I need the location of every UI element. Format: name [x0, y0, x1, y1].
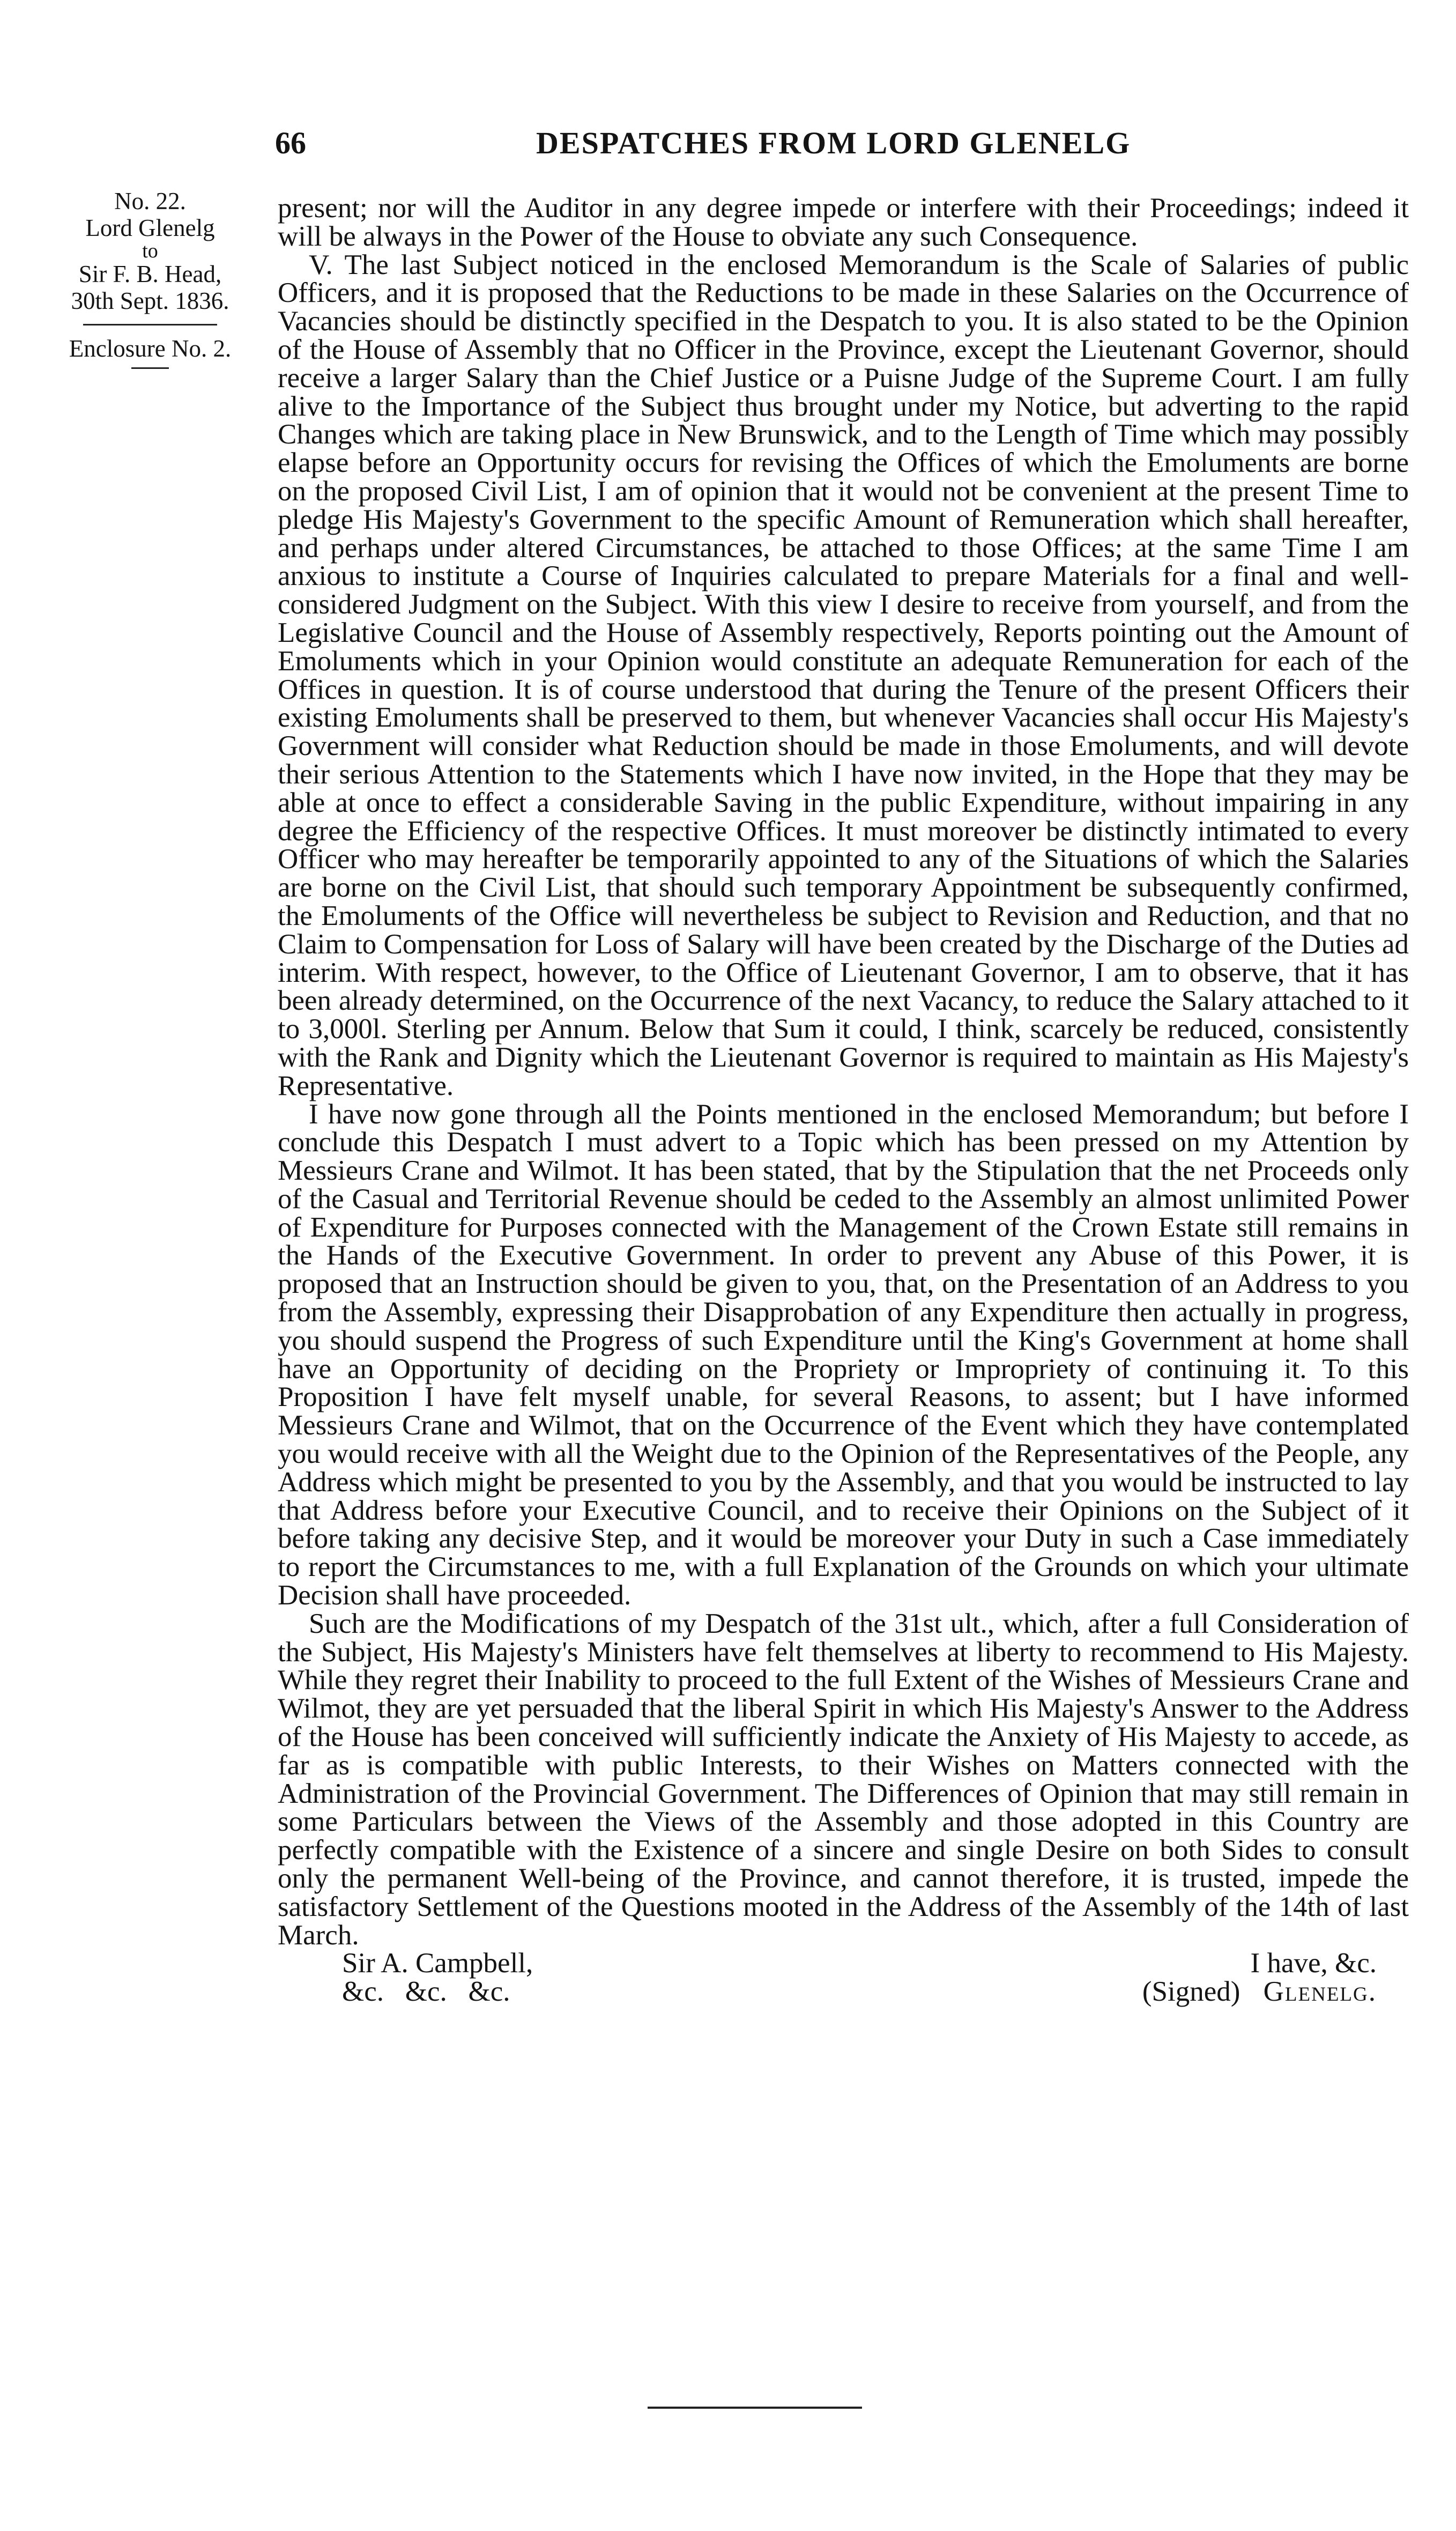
sender-name: Lord Glenelg — [85, 214, 215, 241]
signed-prefix: (Signed) — [1142, 1976, 1240, 2008]
signature-row-2 — [278, 1978, 1409, 2006]
despatch-body — [278, 194, 1409, 2006]
running-header-title: DESPATCHES FROM LORD GLENELG — [536, 125, 1131, 160]
despatch-date: 30th Sept. 1836. — [71, 287, 229, 314]
paragraph: present; nor will the Auditor in any degree impede or interfere with their Proceedings; indeed it will be always in the Power of the House to obviate any such Consequence. — [278, 193, 1409, 252]
end-rule — [648, 2407, 862, 2409]
margin-divider-short — [131, 367, 169, 369]
paragraph: Such are the Modifications of my Despatch of the 31st ult., which, after a full Consideration of the Subject, His Majesty's Ministers have felt themselves at liberty to recommend to His Majesty. While they regret their Inability to proceed to the full Extent of the Wishes of Messieurs Crane and Wilmot, they are yet persuaded that the liberal Spirit in which His Majesty's Answer to the Address of the House has been conceived will sufficiently indicate the Anxiety of His Majesty to accede, as far as is compatible with public Interests, to their Wishes on Matters connected with the Administration of the Provincial Government. The Differences of Opinion that may still remain in some Particulars between the Views of the Assembly and those adopted in this Country are perfectly compatible with the Existence of a sincere and single Desire on both Sides to consult only the permanent Well-being of the Province, and cannot therefore, it is trusted, impede the satisfactory Settlement of the Questions mooted in the Address of the Assembly of the 14th of last March. — [278, 1608, 1409, 1951]
margin-divider — [83, 324, 217, 325]
recipient-name: Sir F. B. Head, — [78, 261, 222, 287]
paragraph: I have now gone through all the Points mentioned in the enclosed Memorandum; but before I conclude this Despatch I must advert to a Topic which has been pressed on my Attention by Messieurs Crane and Wilmot. It has been stated, that by the Stipulation that the net Proceeds only of the Casual and Territorial Revenue should be ceded to the Assembly an almost unlimited Power of Expenditure for Purposes connected with the Management of the Crown Estate still remains in the Hands of the Executive Government. In order to prevent any Abuse of this Power, it is proposed that an Instruction should be given to you, that, on the Presentation of an Address to you from the Assembly, expressing their Disapprobation of any Expenditure then actually in progress, you should suspend the Progress of such Expenditure until the King's Government at home shall have an Opportunity of deciding on the Propriety or Impropriety of continuing it. To this Proposition I have felt myself unable, for several Reasons, to assent; but I have informed Messieurs Crane and Wilmot, that on the Occurrence of the Event which they have contemplated you would receive with all the Weight due to the Opinion of the Representatives of the People, any Address which might be presented to you by the Assembly, and that you would be instructed to lay that Address before your Executive Council, and to receive their Opinions on the Subject of it before taking any decisive Step, and it would be moreover your Duty in such a Case immediately to report the Circumstances to me, with a full Explanation of the Grounds on which your ultimate Decision shall have proceeded. — [278, 1098, 1409, 1611]
signature-row-1 — [278, 1949, 1409, 1978]
addressee: Sir A. Campbell, — [342, 1948, 533, 1979]
despatch-number: No. 22. — [114, 188, 186, 214]
paragraph: V. The last Subject noticed in the enclosed Memorandum is the Scale of Salaries of public Officers, and it is proposed that the Reductions to be made in these Salaries on the Occurrence of Vacancies should be distinctly specified in the Despatch to you. It is also stated to be the Opinion of the House of Assembly that no Officer in the Province, except the Lieutenant Governor, should receive a larger Salary than the Chief Justice or a Puisne Judge of the Supreme Court. I am fully alive to the Importance of the Subject thus brought under my Notice, but adverting to the rapid Changes which are taking place in New Brunswick, and to the Length of Time which may possibly elapse before an Opportunity occurs for revising the Offices of which the Emoluments are borne on the proposed Civil List, I am of opinion that it would not be convenient at the present Time to pledge His Majesty's Government to the specific Amount of Remuneration which shall hereafter, and perhaps under altered Circumstances, be attached to those Offices; at the same Time I am anxious to institute a Course of Inquiries calculated to prepare Materials for a final and well-considered Judgment on the Subject. With this view I desire to receive from yourself, and from the Legislative Council and the House of Assembly respectively, Reports pointing out the Amount of Emoluments which in your Opinion would constitute an adequate Remuneration for each of the Offices in question. It is of course understood that during the Tenure of the present Officers their existing Emoluments shall be preserved to them, but whenever Vacancies shall occur His Majesty's Government will consider what Reduction should be made in those Emoluments, and will devote their serious Attention to the Statements which I have now invited, in the Hope that they may be able at once to effect a considerable Saving in the public Expenditure, without impairing in any degree the Efficiency of the respective Offices. It must moreover be distinctly intimated to every Officer who may hereafter be temporarily appointed to any of the Situations of which the Salaries are borne on the Civil List, that should such temporary Appointment be subsequently confirmed, the Emoluments of the Office will nevertheless be subject to Revision and Reduction, and that no Claim to Compensation for Loss of Salary will have been created by the Discharge of the Duties ad interim. With respect, however, to the Office of Lieutenant Governor, I am to observe, that it has been already determined, on the Occurrence of the next Vacancy, to reduce the Salary attached to it to 3,000l. Sterling per Annum. Below that Sum it could, I think, scarcely be reduced, consistently with the Rank and Dignity which the Lieutenant Governor is required to maintain as His Majesty's Representative. — [278, 249, 1409, 1101]
enclosure-label: Enclosure No. 2. — [69, 335, 232, 362]
margin-note — [54, 188, 247, 379]
to-word: to — [142, 240, 158, 262]
addressee-etc: &c. &c. &c. — [342, 1976, 510, 2008]
signatory-name: Glenelg. — [1263, 1976, 1377, 2008]
page-number: 66 — [275, 125, 306, 160]
closing: I have, &c. — [1250, 1948, 1377, 1979]
signed-line — [1142, 1978, 1409, 2006]
